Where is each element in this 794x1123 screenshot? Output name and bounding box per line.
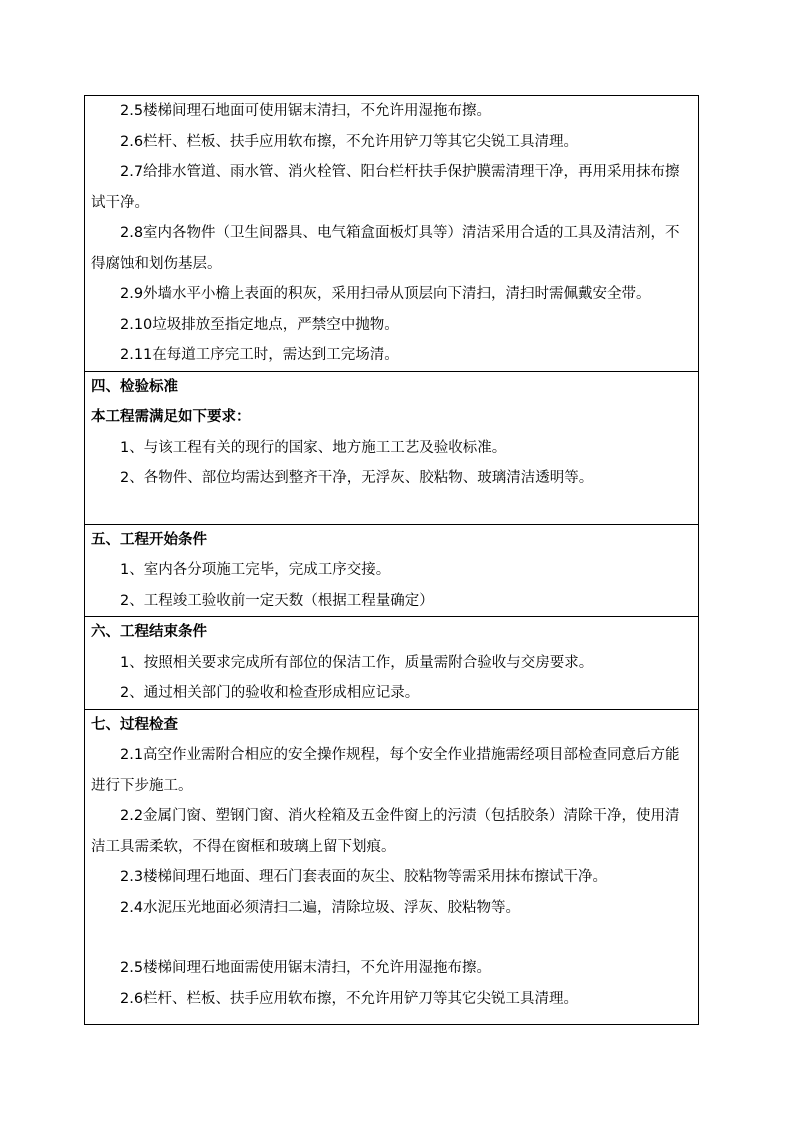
list-item: 2.1高空作业需附合相应的安全操作规程，每个安全作业措施需经项目部检查同意后方能进行下步施工。 — [91, 747, 680, 794]
section-3-tail-cell — [85, 96, 699, 372]
list-item: 2.6栏杆、栏板、扶手应用软布擦，不允许用铲刀等其它尖锐工具清理。 — [120, 133, 579, 150]
list-item: 2.11在每道工序完工时，需达到工完场清。 — [120, 347, 399, 363]
list-item: 2.2金属门窗、塑钢门窗、消火栓箱及五金件窗上的污渍（包括胶条）清除干净，使用清洁工具需柔软，不得在窗框和玻璃上留下划痕。 — [91, 808, 680, 855]
section-4-cell — [85, 371, 699, 524]
table-row — [85, 371, 699, 524]
blank-line — [91, 494, 692, 524]
section-4-subheading: 本工程需满足如下要求： — [91, 409, 251, 425]
list-item: 2.3楼梯间理石地面、理石门套表面的灰尘、胶粘物等需采用抹布擦试干净。 — [120, 869, 608, 885]
section-7-cell — [85, 709, 699, 1025]
list-item: 2.10垃圾排放至指定地点，严禁空中抛物。 — [120, 316, 399, 333]
section-7-heading: 七、过程检查 — [91, 716, 178, 733]
list-item: 2、通过相关部门的验收和检查形成相应记录。 — [120, 685, 420, 701]
list-item: 2.9外墙水平小檐上表面的积灰，采用扫帚从顶层向下清扫，清扫时需佩戴安全带。 — [120, 286, 651, 302]
blank-line — [91, 923, 692, 953]
section-6-heading: 六、工程结束条件 — [91, 624, 207, 640]
list-item: 2.6栏杆、栏板、扶手应用软布擦，不允许用铲刀等其它尖锐工具清理。 — [120, 990, 579, 1007]
section-5-heading: 五、工程开始条件 — [91, 531, 207, 548]
list-item: 2.5楼梯间理石地面可使用锯末清扫，不允许用湿拖布擦。 — [120, 103, 492, 119]
table-row — [85, 709, 699, 1025]
list-item: 1、室内各分项施工完毕，完成工序交接。 — [120, 562, 391, 578]
list-item: 1、按照相关要求完成所有部位的保洁工作，质量需附合验收与交房要求。 — [120, 654, 594, 671]
blank-line — [91, 1014, 692, 1024]
list-item: 2.7给排水管道、雨水管、消火栓管、阳台栏杆扶手保护膜需清理干净，再用采用抹布擦试干净。 — [91, 164, 680, 211]
section-5-cell — [85, 524, 699, 617]
document-table — [84, 95, 699, 1025]
section-6-cell — [85, 617, 699, 710]
table-row — [85, 617, 699, 710]
list-item: 2.8室内各物件（卫生间器具、电气箱盒面板灯具等）清洁采用合适的工具及清洁剂，不得腐蚀和划伤基层。 — [91, 225, 680, 272]
list-item: 2.4水泥压光地面必须清扫二遍，清除垃圾、浮灰、胶粘物等。 — [120, 899, 521, 916]
list-item: 1、与该工程有关的现行的国家、地方施工工艺及验收标准。 — [120, 439, 507, 456]
table-row — [85, 96, 699, 372]
list-item: 2、各物件、部位均需达到整齐干净，无浮灰、胶粘物、玻璃清洁透明等。 — [120, 470, 594, 486]
list-item: 2、工程竣工验收前一定天数（根据工程量确定） — [120, 592, 434, 609]
table-row — [85, 524, 699, 617]
section-4-heading: 四、检验标准 — [91, 378, 178, 395]
list-item: 2.5楼梯间理石地面需使用锯末清扫，不允许用湿拖布擦。 — [120, 960, 492, 976]
